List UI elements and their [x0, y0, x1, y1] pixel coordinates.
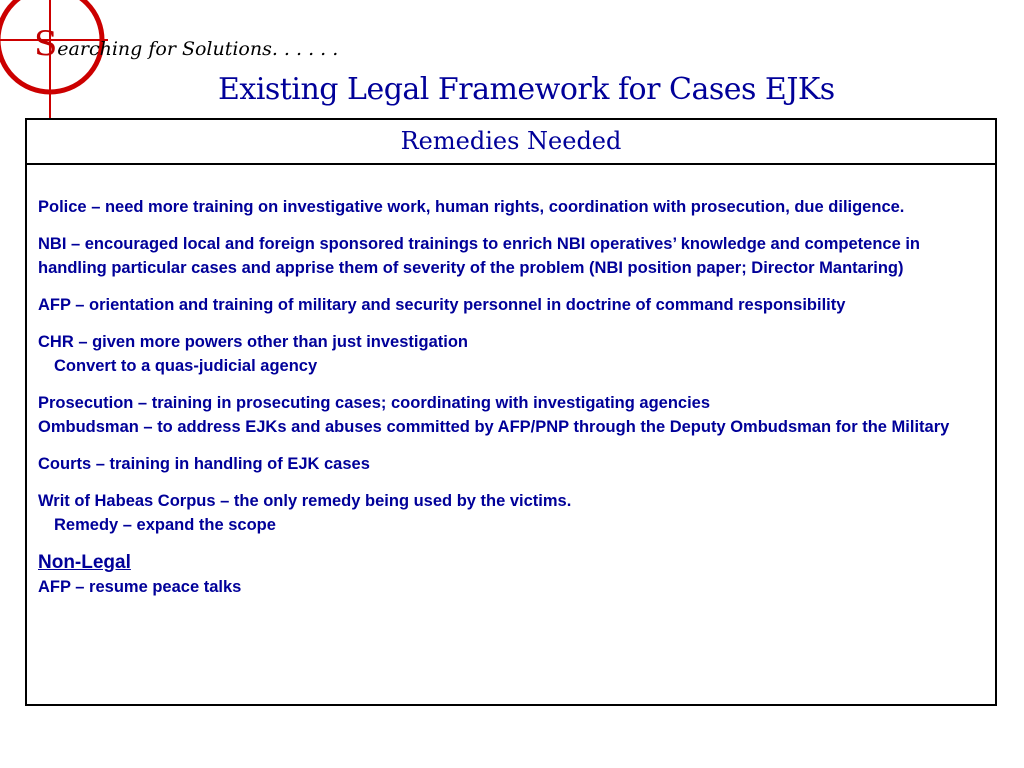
table-body — [27, 165, 995, 599]
tagline — [34, 24, 338, 64]
non-legal-item: AFP – resume peace talks — [38, 578, 242, 596]
list-item-habeas-corpus: Writ of Habeas Corpus – the only remedy being used by the victims. Remedy – expand the scope — [38, 489, 983, 537]
list-item-prosecution: Prosecution – training in prosecuting cases; coordinating with investigating agencies Ombudsman – to address EJKs and abuses committed by AFP/PNP through the Deputy Ombudsman for the Military — [38, 391, 983, 439]
list-subitem: Convert to a quas-judicial agency — [54, 357, 318, 375]
list-item-police: Police – need more training on investigative work, human rights, coordination with prosecution, due diligence. — [38, 198, 905, 216]
list-item-chr: CHR – given more powers other than just investigation Convert to a quas-judicial agency — [38, 330, 983, 378]
list-item-courts: Courts – training in handling of EJK cases — [38, 455, 370, 473]
non-legal-section — [38, 550, 983, 599]
list-item-afp: AFP – orientation and training of military and security personnel in doctrine of command responsibility — [38, 296, 846, 314]
table-header: Remedies Needed — [27, 120, 995, 165]
tagline-initial: S — [34, 24, 58, 64]
list-item-ombudsman: Ombudsman – to address EJKs and abuses committed by AFP/PNP through the Deputy Ombudsman for the Military — [38, 418, 950, 436]
list-item-nbi: NBI – encouraged local and foreign sponsored trainings to enrich NBI operatives’ knowledge and competence in handling particular cases and apprise them of severity of the problem (NBI position paper; Director Mantaring) — [38, 235, 921, 277]
non-legal-heading: Non-Legal — [38, 552, 131, 573]
remedies-table — [25, 118, 997, 706]
tagline-text: earching for Solutions. . . . . . — [57, 38, 339, 60]
list-subitem: Remedy – expand the scope — [54, 516, 276, 534]
slide-title: Existing Legal Framework for Cases EJKs — [218, 72, 835, 107]
